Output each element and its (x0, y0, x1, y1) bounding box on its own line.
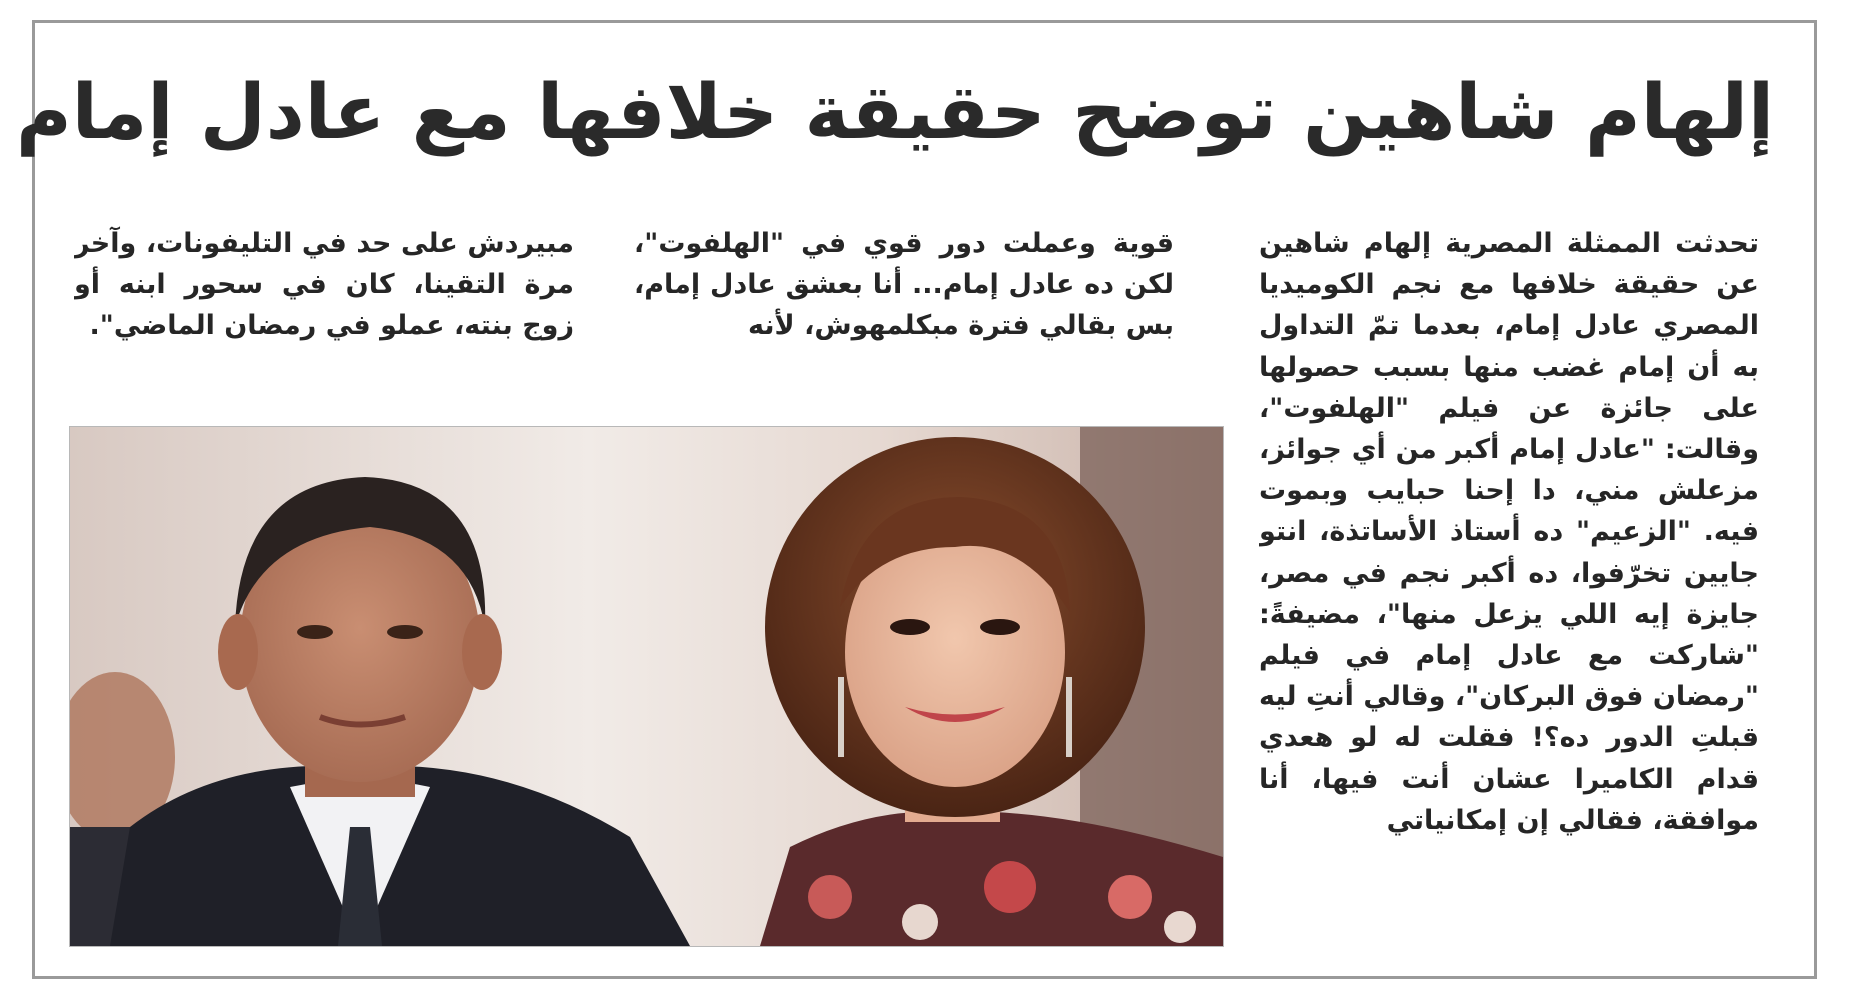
article-column-middle: قوية وعملت دور قوي في "الهلفوت"، لكن ده عادل إمام... أنا بعشق عادل إمام، بس بقالي فترة مبكلمهوش، لأنه (634, 228, 1174, 342)
article-column-right: تحدثت الممثلة المصرية إلهام شاهين عن حقيقة خلافها مع نجم الكوميديا المصري عادل إمام، بعدما تمّ التداول به أن إمام غضب منها بسبب حصولها على جائزة عن فيلم "الهلفوت"، وقالت: "عادل إمام أكبر من أي جوائز، مزعلش مني، دا إحنا حبايب وبموت فيه. "الزعيم" ده أستاذ الأساتذة، انتو جايين تخرّفوا، ده أكبر نجم في مصر، جايزة إيه اللي يزعل منها"، مضيفةً: "شاركت مع عادل إمام في فيلم "رمضان فوق البركان"، وقالي أنتِ ليه قبلتِ الدور ده؟! فقلت له لو هعدي قدام الكاميرا عشان أنت فيها، أنا موافقة، فقالي إن إمكانياتي (1259, 228, 1759, 836)
article-column-left: مبيردش على حد في التليفونات، وآخر مرة التقينا، كان في سحور ابنه أو زوج بنته، عملو في رمضان الماضي". (74, 228, 574, 342)
article-headline: إلهام شاهين توضح حقيقة خلافها مع عادل إمام (16, 67, 1774, 156)
article-photo (69, 426, 1224, 947)
article-frame (16, 20, 1817, 979)
